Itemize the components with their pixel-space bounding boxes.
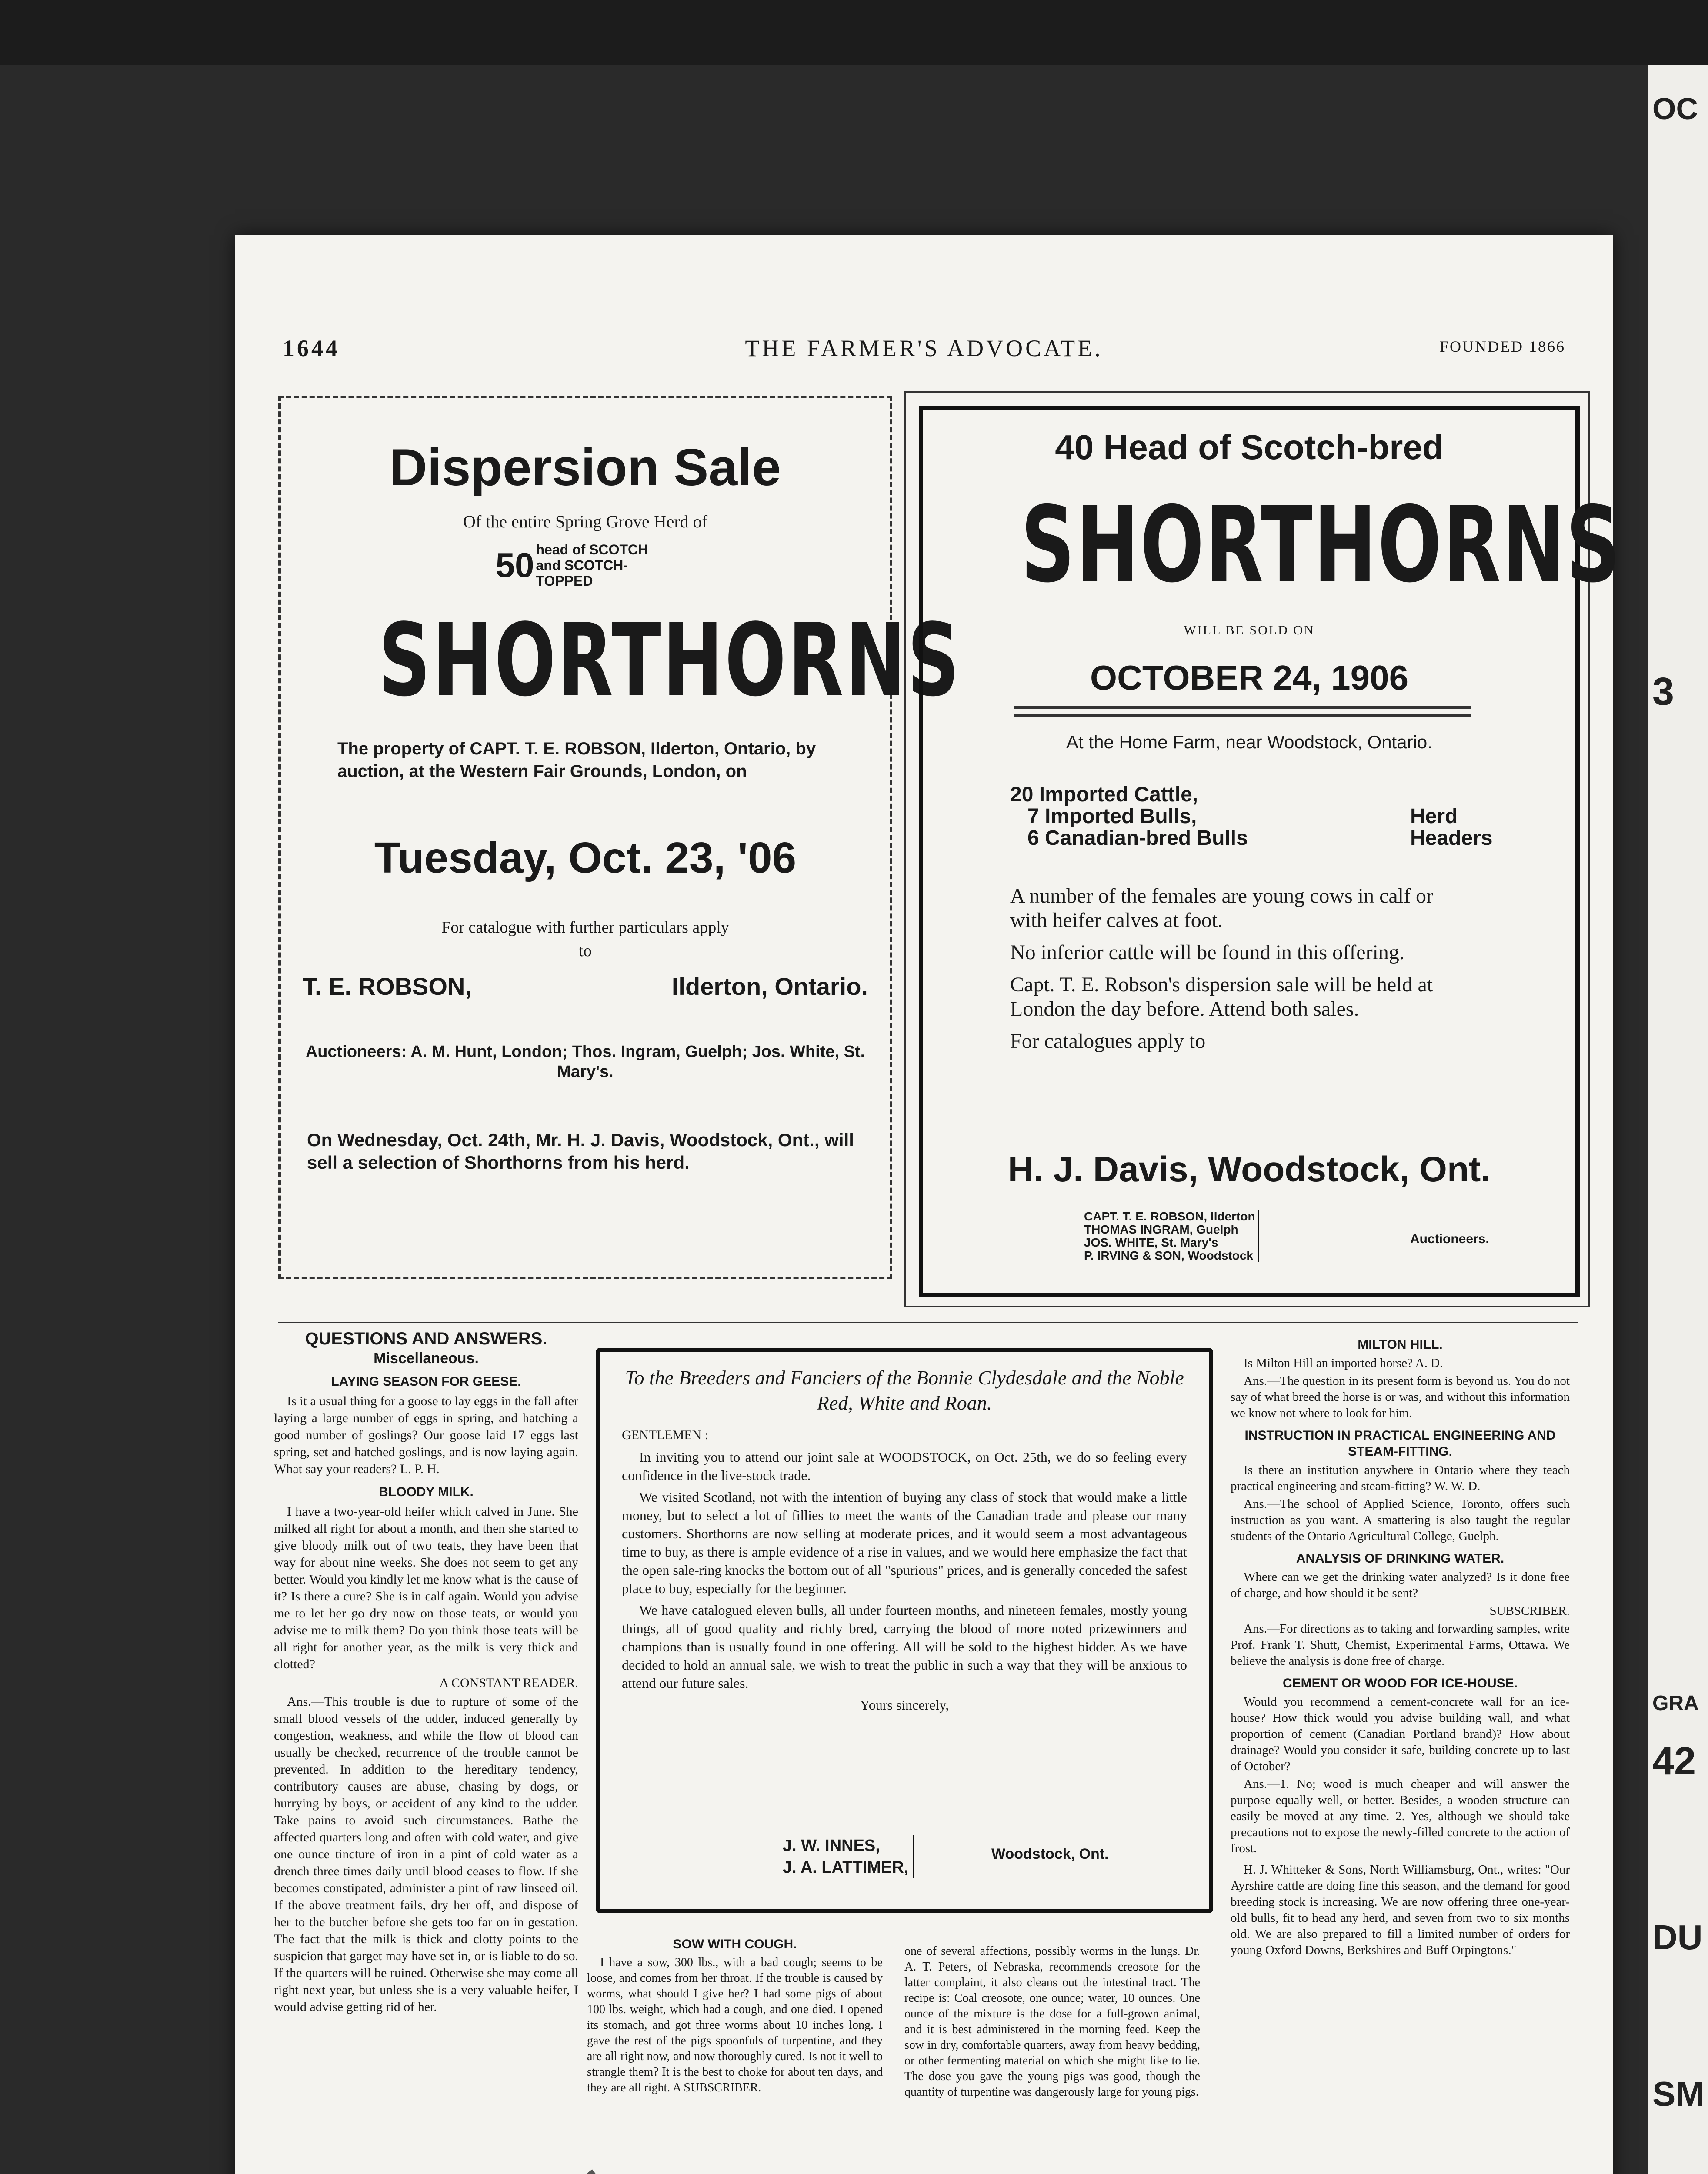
right-column bbox=[1231, 1330, 1570, 1960]
ad2-description bbox=[1010, 884, 1467, 1054]
qa-question: Would you recommend a cement-concrete wall for an ice-house? How thick would you advise building wall, and what proportion of cement (Canadian Portland brand)? How about drainage? Would you consider it safe, building concrete up to last of October? bbox=[1231, 1695, 1570, 1773]
sow-column bbox=[587, 1931, 883, 2097]
ad2-herd: Herd bbox=[1410, 805, 1458, 828]
background-top bbox=[0, 0, 1708, 65]
dispersion-sale-ad bbox=[278, 396, 961, 1279]
qa-text: Is it a usual thing for a goose to lay eggs in the fall after laying a large number of eggs in spring, and hatching a good number of goslings? Our goose laid 17 eggs last spring, set and hatched goslings, and is now laying again. What say your readers? L. P. H. bbox=[274, 1394, 578, 1476]
qa-title: LAYING SEASON FOR GEESE. bbox=[331, 1374, 521, 1389]
letter-paragraph: We have catalogued eleven bulls, all under fourteen months, and nineteen females, mostly young things, all of good quality and richly bred, carrying the blood of more noted prizewinners and champions than is usually found in one offering. All will be sold to the highest bidder. As we have decided to hold an annual sale, we wish to treat the public in such a way that they will be anxious to attend our future sales. bbox=[622, 1602, 1187, 1691]
ad2-rule bbox=[1014, 714, 1471, 717]
ad-contact-place: Ilderton, Ontario. bbox=[671, 973, 868, 1000]
qa-answer: Ans.—The question in its present form is beyond us. You do not say of what breed the horse is or was, and without this information we know not where to look for him. bbox=[1231, 1374, 1570, 1420]
ad-count: 50 bbox=[495, 546, 534, 584]
ad-count-desc: head of SCOTCH and SCOTCH-TOPPED bbox=[536, 542, 648, 589]
ad2-herd-headers bbox=[1410, 806, 1492, 849]
sow-answer-column bbox=[904, 1944, 1200, 2102]
ad2-auctioneer: THOMAS INGRAM, Guelph bbox=[1084, 1223, 1238, 1236]
ad2-title: 40 Head of Scotch-bred bbox=[1055, 428, 1444, 467]
qa-question: Is Milton Hill an imported horse? A. D. bbox=[1244, 1356, 1443, 1370]
ad2-headers: Headers bbox=[1410, 827, 1493, 850]
strip-text: DU bbox=[1652, 1918, 1703, 1957]
ad2-line: Capt. T. E. Robson's dispersion sale will be held at London the day before. Attend both sales. bbox=[1010, 973, 1433, 1020]
ad-note: On Wednesday, Oct. 24th, Mr. H. J. Davis, Woodstock, Ont., will sell a selection of Shorthorns from his herd. bbox=[307, 1130, 854, 1173]
qa-answer: Ans.—For directions as to taking and forwarding samples, write Prof. Frank T. Shutt, Chemist, Experimental Farms, Ottawa. We believe the analysis is done free of charge. bbox=[1231, 1622, 1570, 1668]
qa-subheading: Miscellaneous. bbox=[374, 1350, 479, 1367]
ad-frame bbox=[919, 406, 1621, 1297]
letter-close: Yours sincerely, bbox=[860, 1697, 949, 1713]
qa-title: ANALYSIS OF DRINKING WATER. bbox=[1296, 1551, 1505, 1566]
ad2-sold-on: WILL BE SOLD ON bbox=[1184, 623, 1315, 637]
letter-name: J. A. LATTIMER, bbox=[783, 1858, 909, 1877]
founded-note: FOUNDED 1866 bbox=[1439, 338, 1565, 355]
qa-question: Where can we get the drinking water analyzed? Is it done free of charge, and how should it be sent? bbox=[1231, 1570, 1570, 1600]
ad-count-line bbox=[298, 542, 872, 589]
ad2-cattle-item: 20 Imported Cattle, bbox=[1010, 783, 1198, 806]
ad-subtitle: Of the entire Spring Grove Herd of bbox=[463, 512, 708, 531]
letter-name: J. W. INNES, bbox=[783, 1837, 880, 1855]
qa-signature: A CONSTANT READER. bbox=[439, 1676, 578, 1690]
qa-answer: Ans.—This trouble is due to rupture of some of the small blood vessels of the udder, induced generally by congestion, weakness, and while the flow of blood can usually be checked, recurrence of the trouble cannot be prevented. In addition to the hereditary tendency, contributory causes are abuse, chasing by dogs, or hurrying by boys, or accident of any kind to the udder. Take pains to avoid such circumstances. Bathe the affected quarters long and often with cold water, and give one ounce tincture of iron in a pint of cold water as a drench three times daily until blood ceases to flow. If she becomes constipated, administer a pint of raw linseed oil. If the above treatment fails, dry her off, and dispose of her to the butcher before she gets too far on in gestation. The fact that the milk is thick and clotty points to the suspicion that garget may have set in, or is liable to do so. If the quarters will be ruined. Otherwise she may come all right next year, but unless she is a very valuable heifer, I would advise getting rid of her. bbox=[274, 1694, 578, 2014]
shorthorns-ad bbox=[904, 391, 1621, 1307]
ad2-rule bbox=[1014, 706, 1471, 709]
strip-text: 42 bbox=[1652, 1740, 1696, 1783]
ad2-cattle-list bbox=[1010, 784, 1314, 849]
letter-signatories bbox=[783, 1835, 914, 1878]
ad2-place: At the Home Farm, near Woodstock, Ontario. bbox=[1066, 732, 1432, 752]
ad2-contact: H. J. Davis, Woodstock, Ont. bbox=[1007, 1150, 1491, 1189]
qa-answer: Ans.—The school of Applied Science, Toronto, offers such instruction as you want. A smattering is also taught the regular students of the Ontario Agricultural College, Guelph. bbox=[1231, 1497, 1570, 1543]
qa-heading: QUESTIONS AND ANSWERS. bbox=[305, 1329, 547, 1348]
letter-body bbox=[622, 1448, 1187, 1714]
ad-date: Tuesday, Oct. 23, '06 bbox=[374, 834, 797, 882]
ad-auctioneers: Auctioneers: A. M. Hunt, London; Thos. Ingram, Guelph; Jos. White, St. Mary's. bbox=[305, 1043, 865, 1081]
qa-title: CEMENT OR WOOD FOR ICE-HOUSE. bbox=[1283, 1676, 1518, 1691]
qa-signature: SUBSCRIBER. bbox=[1489, 1604, 1570, 1618]
breeders-letter bbox=[596, 1348, 1213, 1913]
letter-paragraph: We visited Scotland, not with the intention of buying any class of stock that would make a little money, but to select a lot of fillies to meet the wants of the Canadian trade and please our many customers. Shorthorns are now selling at moderate prices, and it would seem a most advantageous time to buy, as there is ample evidence of a rise in values, and we would here emphasize the fact that the open sale-ring knocks the bottom out of all "spurious" prices, and is generally conceded the safest place to buy, especially for the beginner. bbox=[622, 1489, 1187, 1596]
page-number: 1644 bbox=[283, 335, 340, 361]
ad2-line: No inferior cattle will be found in this offering. bbox=[1010, 941, 1404, 964]
ad2-cattle-item: 6 Canadian-bred Bulls bbox=[1027, 827, 1248, 850]
ad2-breed: SHORTHORNS bbox=[1021, 484, 1621, 606]
news-item: H. J. Whitteker & Sons, North Williamsburg, Ont., writes: "Our Ayrshire cattle are doing fine this season, and the demand for good breeding stock is increasing. We are now offering three one-year-old bulls, fit to head any herd, and seven from two to six months old. We are also prepared to fill a limited number of orders for young Oxford Downs, Berkshires and Buff Orpingtons." bbox=[1231, 1863, 1570, 1957]
newspaper-page bbox=[235, 235, 1621, 2174]
strip-text: SM bbox=[1652, 2074, 1705, 2113]
ad2-auctioneer-list bbox=[1084, 1210, 1259, 1262]
ad-contact-name: T. E. ROBSON, bbox=[303, 973, 472, 1000]
sow-title: SOW WITH COUGH. bbox=[673, 1937, 797, 1951]
letter-salute: GENTLEMEN : bbox=[622, 1428, 709, 1442]
section-divider bbox=[278, 1322, 1578, 1323]
ad2-line: For catalogues apply to bbox=[1010, 1030, 1206, 1053]
ad2-auctioneers-label: Auctioneers. bbox=[1410, 1232, 1489, 1246]
sow-answer: one of several affections, possibly worms in the lungs. Dr. A. T. Peters, of Nebraska, recommends creosote for the latter complaint, it also cleans out the intestinal tract. The recipe is: Coal creosote, one ounce; water, 10 ounces. One ounce of the mixture is the dose for a full-grown animal, and it is best administered in the morning feed. Keep the sow in dry, comfortable quarters, away from heavy bedding, or other fermenting material on which she might like to lie. The dose you gave the young pigs was good, though the quantity of turpentine was dangerously large for young pigs. bbox=[904, 1944, 1200, 2099]
strip-text: OC bbox=[1652, 92, 1698, 126]
ad2-date: OCTOBER 24, 1906 bbox=[1090, 658, 1409, 697]
ad2-auctioneer: CAPT. T. E. ROBSON, Ilderton bbox=[1084, 1210, 1255, 1223]
qa-title: MILTON HILL. bbox=[1358, 1337, 1443, 1352]
qa-text: I have a two-year-old heifer which calved in June. She milked all right for about a month, and then she started to give bloody milk out of two teats, they have been that way for about nine weeks. She does not seem to get any better. Would you kindly let me know what is the cause of it? Is there a cure? She is in calf again. Would you advise me to let her go dry now on those teats, or would you advise me to milk them? Do you think those teats will be all right for another year, as the milk is very thick and clotted? bbox=[274, 1504, 578, 1671]
letter-place: Woodstock, Ont. bbox=[991, 1846, 1109, 1862]
ad2-cattle-item: 7 Imported Bulls, bbox=[1027, 805, 1197, 828]
qa-column bbox=[274, 1330, 578, 2017]
qa-title: BLOODY MILK. bbox=[379, 1485, 474, 1499]
ad2-auctioneer: JOS. WHITE, St. Mary's bbox=[1084, 1236, 1218, 1249]
qa-answer: Ans.—1. No; wood is much cheaper and will answer the purpose equally well, or better. Besides, a wooden structure can easily be moved at any time. 2. Yes, although we should take precautions not to expose the newly-filled concrete to the action of frost. bbox=[1231, 1777, 1570, 1855]
strip-text: 3 bbox=[1652, 670, 1675, 714]
qa-title: INSTRUCTION IN PRACTICAL ENGINEERING AND STEAM-FITTING. bbox=[1244, 1428, 1556, 1459]
ad-breed: SHORTHORNS bbox=[378, 603, 961, 719]
sow-text: I have a sow, 300 lbs., with a bad cough; seems to be loose, and comes from her throat. If the trouble is caused by worms, what should I give her? I had some pigs of about 100 lbs. weight, which had a cough, and one died. I opened its stomach, and got three worms about 10 inches long. I gave the rest of the pigs spoonfuls of turpentine, and they are all right now, and now thoroughly cured. Is not it well to strangle them? It is the best to choke for about ten days, and they are all right. A SUBSCRIBER. bbox=[587, 1956, 883, 2094]
letter-paragraph: In inviting you to attend our joint sale at WOODSTOCK, on Oct. 25th, we do so feeling every confidence in the live-stock trade. bbox=[622, 1449, 1187, 1483]
ad2-auctioneer: P. IRVING & SON, Woodstock bbox=[1084, 1249, 1253, 1262]
ad2-line: A number of the females are young cows in calf or with heifer calves at foot. bbox=[1010, 884, 1434, 932]
publication-title: THE FARMER'S ADVOCATE. bbox=[745, 335, 1103, 361]
ad-catalogue: For catalogue with further particulars apply to bbox=[441, 918, 729, 960]
adjacent-page-strip bbox=[1648, 65, 1708, 2174]
ad-property: The property of CAPT. T. E. ROBSON, Ilderton, Ontario, by auction, at the Western Fair Grounds, London, on bbox=[337, 739, 816, 781]
letter-title: To the Breeders and Fanciers of the Bonnie Clydesdale and the Noble Red, White and Roan. bbox=[625, 1367, 1184, 1414]
page-header bbox=[283, 335, 1565, 365]
qa-question: Is there an institution anywhere in Ontario where they teach practical engineering and steam-fitting? W. W. D. bbox=[1231, 1463, 1570, 1493]
ad-title: Dispersion Sale bbox=[389, 438, 781, 497]
strip-text: GRA bbox=[1652, 1692, 1699, 1715]
